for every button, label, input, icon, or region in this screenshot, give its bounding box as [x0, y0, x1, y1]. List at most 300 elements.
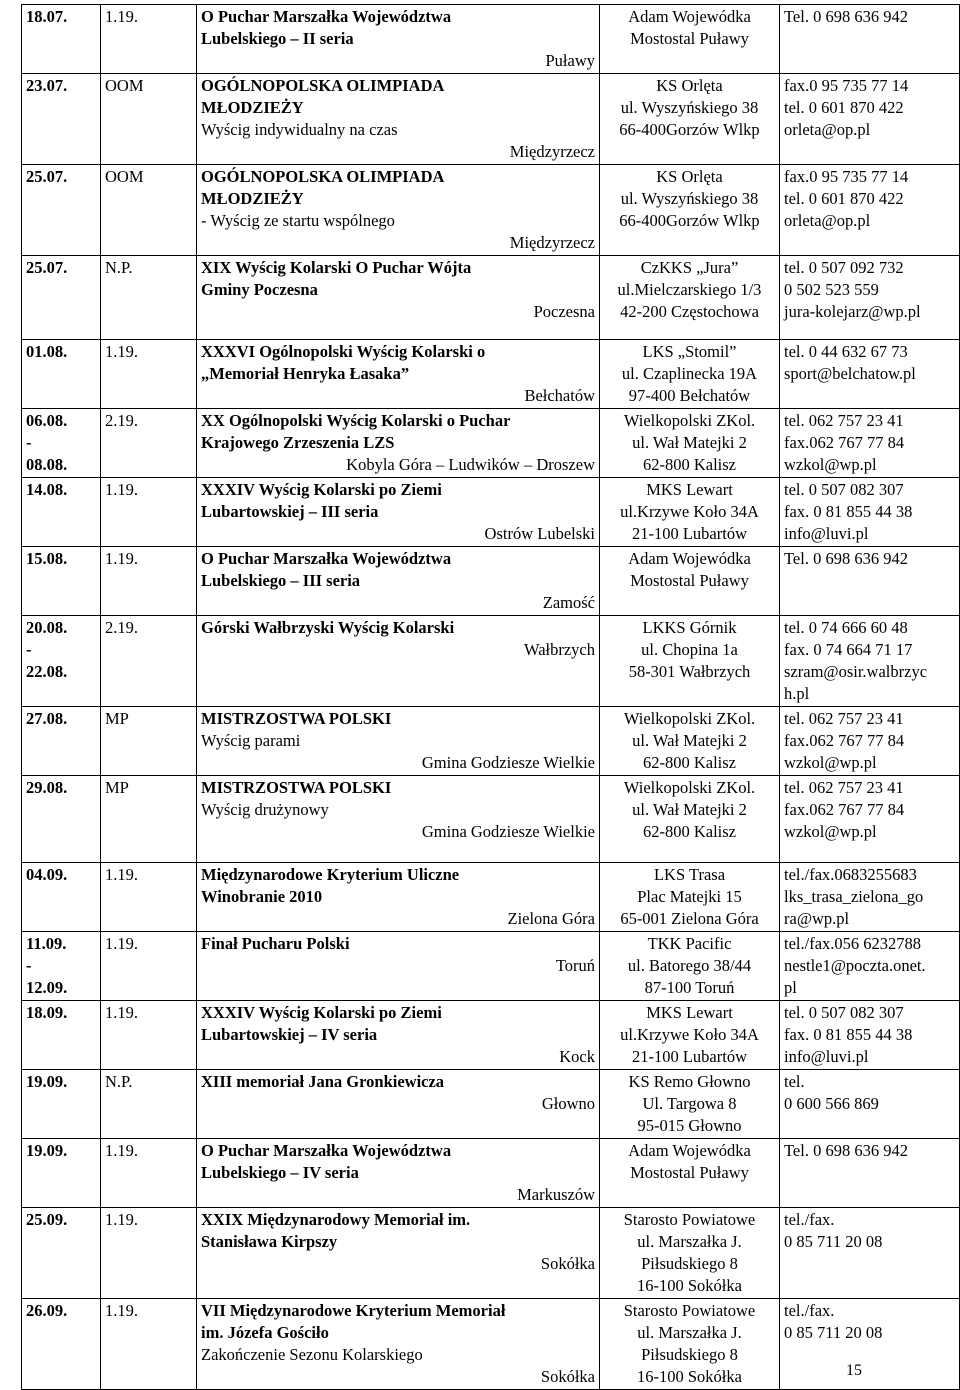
organizer-line: Adam Wojewódka [628, 1141, 751, 1160]
table-row [22, 1208, 960, 1299]
event-location: Ostrów Lubelski [484, 524, 595, 543]
category-cell [101, 165, 197, 256]
event-description: Wyścig parami [201, 731, 301, 750]
event-title: Lubartowskiej – III seria [201, 502, 379, 521]
organizer-line: KS Orlęta [656, 167, 723, 186]
contact-line: Tel. 0 698 636 942 [784, 1141, 908, 1160]
organizer-line: Wielkopolski ZKol. [623, 778, 756, 797]
contact-line: ra@wp.pl [784, 909, 850, 928]
date-text: 12.09. [26, 978, 68, 997]
table-row [22, 340, 960, 409]
date-cell [22, 1208, 101, 1299]
event-cell [197, 616, 600, 707]
category-cell [101, 478, 197, 547]
date-text: 29.08. [26, 778, 68, 797]
contact-line: tel. 0 601 870 422 [784, 189, 904, 208]
organizer-cell [600, 409, 780, 478]
event-title: Lubartowskiej – IV seria [201, 1025, 378, 1044]
event-cell [197, 776, 600, 863]
contact-line: tel./fax. [784, 1210, 835, 1229]
date-text: 25.07. [26, 258, 68, 277]
table-row [22, 1070, 960, 1139]
event-cell [197, 1208, 600, 1299]
table-row [22, 547, 960, 616]
contact-cell [780, 547, 960, 616]
organizer-line: CzKKS „Jura” [640, 258, 739, 277]
event-title: Górski Wałbrzyski Wyścig Kolarski [201, 618, 455, 637]
event-title: MISTRZOSTWA POLSKI [201, 709, 392, 728]
table-row [22, 1001, 960, 1070]
date-cell [22, 74, 101, 165]
event-cell [197, 1139, 600, 1208]
event-location: Zielona Góra [507, 909, 595, 928]
contact-line: tel./fax.056 6232788 [784, 934, 922, 953]
organizer-line: 21-100 Lubartów [631, 1047, 748, 1066]
date-cell [22, 1139, 101, 1208]
organizer-line: 66-400Gorzów Wlkp [619, 120, 760, 139]
date-text: 14.08. [26, 480, 68, 499]
event-title: im. Józefa Gościło [201, 1323, 329, 1342]
contact-line: tel. 0 507 092 732 [784, 258, 904, 277]
contact-line: tel. 0 507 082 307 [784, 1003, 904, 1022]
event-cell [197, 1299, 600, 1390]
event-location: Gmina Godziesze Wielkie [421, 822, 595, 841]
organizer-line: Plac Matejki 15 [637, 887, 742, 906]
contact-line: fax.0 95 735 77 14 [784, 167, 909, 186]
event-title: O Puchar Marszałka Województwa [201, 549, 452, 568]
contact-cell [780, 478, 960, 547]
date-cell [22, 547, 101, 616]
date-text: 18.07. [26, 7, 68, 26]
calendar-sheet [21, 4, 959, 1390]
contact-cell [780, 340, 960, 409]
organizer-line: Starosto Powiatowe [623, 1301, 756, 1320]
organizer-line: Wielkopolski ZKol. [623, 709, 756, 728]
category-code: N.P. [105, 258, 133, 277]
event-title: Międzynarodowe Kryterium Uliczne [201, 865, 460, 884]
date-text: 26.09. [26, 1301, 68, 1320]
contact-line: Tel. 0 698 636 942 [784, 549, 908, 568]
contact-line: wzkol@wp.pl [784, 753, 877, 772]
contact-line: wzkol@wp.pl [784, 455, 877, 474]
table-row [22, 256, 960, 340]
date-text: 04.09. [26, 865, 68, 884]
date-cell [22, 478, 101, 547]
contact-line: nestle1@poczta.onet. [784, 956, 926, 975]
contact-line: tel. 062 757 23 41 [784, 709, 904, 728]
contact-line: fax.062 767 77 84 [784, 433, 905, 452]
date-cell [22, 1070, 101, 1139]
organizer-line: ul.Krzywe Koło 34A [620, 502, 759, 521]
organizer-cell [600, 74, 780, 165]
event-title: „Memoriał Henryka Łasaka” [201, 364, 410, 383]
event-location: Toruń [555, 956, 595, 975]
organizer-line: Mostostal Puławy [630, 571, 749, 590]
organizer-line: MKS Lewart [646, 480, 733, 499]
contact-line: tel. 062 757 23 41 [784, 411, 904, 430]
date-text: 18.09. [26, 1003, 68, 1022]
event-title: Lubelskiego – III seria [201, 571, 361, 590]
organizer-line: 16-100 Sokółka [637, 1276, 742, 1295]
event-title: VII Międzynarodowe Kryterium Memoriał [201, 1301, 506, 1320]
contact-line: fax.062 767 77 84 [784, 800, 905, 819]
date-cell [22, 5, 101, 74]
contact-line: orleta@op.pl [784, 120, 871, 139]
category-code: OOM [105, 167, 144, 186]
contact-cell [780, 776, 960, 863]
organizer-cell [600, 5, 780, 74]
category-cell [101, 932, 197, 1001]
contact-cell [780, 1139, 960, 1208]
organizer-line: LKS Trasa [653, 865, 726, 884]
category-cell [101, 1001, 197, 1070]
organizer-line: 21-100 Lubartów [631, 524, 748, 543]
event-description: - Wyścig ze startu wspólnego [201, 211, 395, 230]
organizer-line: ul. Chopina 1a [641, 640, 738, 659]
category-cell [101, 1299, 197, 1390]
table-row [22, 409, 960, 478]
contact-line: fax. 0 81 855 44 38 [784, 1025, 913, 1044]
contact-line: pl [784, 978, 797, 997]
organizer-line: ul. Marszałka J. [637, 1323, 742, 1342]
contact-line: jura-kolejarz@wp.pl [784, 302, 921, 321]
contact-line: tel. [784, 1072, 805, 1091]
date-text: 06.08. [26, 411, 68, 430]
contact-cell [780, 863, 960, 932]
event-cell [197, 1001, 600, 1070]
category-code: 1.19. [105, 934, 138, 953]
date-text: 20.08. [26, 618, 68, 637]
category-cell [101, 1139, 197, 1208]
date-cell [22, 340, 101, 409]
event-description: Wyścig indywidualny na czas [201, 120, 398, 139]
event-title: XIX Wyścig Kolarski O Puchar Wójta [201, 258, 472, 277]
category-code: 1.19. [105, 1003, 138, 1022]
date-text: 01.08. [26, 342, 68, 361]
contact-cell [780, 1070, 960, 1139]
organizer-line: ul.Krzywe Koło 34A [620, 1025, 759, 1044]
date-cell [22, 1299, 101, 1390]
organizer-cell [600, 547, 780, 616]
organizer-line: 16-100 Sokółka [637, 1367, 742, 1386]
organizer-cell [600, 478, 780, 547]
contact-line: h.pl [784, 684, 810, 703]
contact-line: 0 600 566 869 [784, 1094, 879, 1113]
organizer-line: KS Orlęta [656, 76, 723, 95]
contact-line: info@luvi.pl [784, 1047, 869, 1066]
event-title: Stanisława Kirpszy [201, 1232, 338, 1251]
organizer-line: ul. Wyszyńskiego 38 [620, 189, 759, 208]
date-text: 08.08. [26, 455, 68, 474]
table-row [22, 863, 960, 932]
date-cell [22, 409, 101, 478]
table-row [22, 5, 960, 74]
category-cell [101, 1070, 197, 1139]
event-cell [197, 1070, 600, 1139]
contact-line: Tel. 0 698 636 942 [784, 7, 908, 26]
date-text: 25.09. [26, 1210, 68, 1229]
event-title: Lubelskiego – II seria [201, 29, 354, 48]
organizer-line: 62-800 Kalisz [642, 455, 737, 474]
event-title: MŁODZIEŻY [201, 98, 304, 117]
calendar-rows [22, 5, 960, 1390]
organizer-cell [600, 1001, 780, 1070]
category-code: 1.19. [105, 7, 138, 26]
category-code: 1.19. [105, 342, 138, 361]
organizer-line: 62-800 Kalisz [642, 753, 737, 772]
organizer-line: 87-100 Toruń [644, 978, 735, 997]
organizer-line: KS Remo Głowno [628, 1072, 751, 1091]
event-title: Winobranie 2010 [201, 887, 323, 906]
contact-line: tel./fax. [784, 1301, 835, 1320]
organizer-line: Mostostal Puławy [630, 29, 749, 48]
table-row [22, 74, 960, 165]
date-text: 23.07. [26, 76, 68, 95]
event-location: Bełchatów [524, 386, 595, 405]
contact-line: 0 85 711 20 08 [784, 1232, 883, 1251]
organizer-cell [600, 863, 780, 932]
organizer-cell [600, 1208, 780, 1299]
category-cell [101, 256, 197, 340]
table-row [22, 932, 960, 1001]
table-row [22, 1139, 960, 1208]
organizer-cell [600, 776, 780, 863]
date-text: 22.08. [26, 662, 68, 681]
contact-cell [780, 74, 960, 165]
event-location: Poczesna [533, 302, 595, 321]
category-cell [101, 340, 197, 409]
date-text: - [26, 640, 32, 659]
event-cell [197, 863, 600, 932]
category-code: 1.19. [105, 480, 138, 499]
category-cell [101, 409, 197, 478]
organizer-line: ul. Batorego 38/44 [627, 956, 752, 975]
event-location: Sokółka [540, 1367, 595, 1386]
category-code: 1.19. [105, 1301, 138, 1320]
date-text: 19.09. [26, 1072, 68, 1091]
category-code: 1.19. [105, 1210, 138, 1229]
contact-line: szram@osir.walbrzyc [784, 662, 928, 681]
organizer-line: ul. Wał Matejki 2 [632, 731, 747, 750]
page-number: 15 [846, 1362, 862, 1379]
event-cell [197, 478, 600, 547]
contact-line: tel. 0 74 666 60 48 [784, 618, 908, 637]
organizer-line: 65-001 Zielona Góra [620, 909, 759, 928]
date-text: - [26, 956, 32, 975]
date-cell [22, 616, 101, 707]
organizer-line: ul.Mielczarskiego 1/3 [617, 280, 762, 299]
organizer-line: ul. Wyszyńskiego 38 [620, 98, 759, 117]
event-title: XXXIV Wyścig Kolarski po Ziemi [201, 480, 442, 499]
date-cell [22, 863, 101, 932]
organizer-line: Piłsudskiego 8 [641, 1254, 738, 1273]
category-code: 2.19. [105, 618, 138, 637]
organizer-cell [600, 1139, 780, 1208]
organizer-line: 62-800 Kalisz [642, 822, 737, 841]
organizer-line: Starosto Powiatowe [623, 1210, 756, 1229]
event-title: XXIX Międzynarodowy Memoriał im. [201, 1210, 471, 1229]
contact-cell [780, 5, 960, 74]
organizer-cell [600, 707, 780, 776]
event-cell [197, 409, 600, 478]
category-code: 1.19. [105, 1141, 138, 1160]
organizer-line: ul. Wał Matejki 2 [632, 433, 747, 452]
contact-line: fax.0 95 735 77 14 [784, 76, 909, 95]
event-title: O Puchar Marszałka Województwa [201, 7, 452, 26]
date-cell [22, 932, 101, 1001]
contact-line: info@luvi.pl [784, 524, 869, 543]
date-text: 11.09. [26, 934, 67, 953]
event-title: XX Ogólnopolski Wyścig Kolarski o Puchar [201, 411, 511, 430]
category-cell [101, 5, 197, 74]
event-title: MISTRZOSTWA POLSKI [201, 778, 392, 797]
contact-cell [780, 1001, 960, 1070]
event-location: Puławy [545, 51, 595, 70]
table-row [22, 616, 960, 707]
table-row [22, 1299, 960, 1390]
contact-line: orleta@op.pl [784, 211, 871, 230]
organizer-line: 66-400Gorzów Wlkp [619, 211, 760, 230]
event-title: XXXIV Wyścig Kolarski po Ziemi [201, 1003, 442, 1022]
event-title: OGÓLNOPOLSKA OLIMPIADA [201, 167, 445, 186]
organizer-cell [600, 165, 780, 256]
date-text: 27.08. [26, 709, 68, 728]
date-text: 15.08. [26, 549, 68, 568]
event-cell [197, 74, 600, 165]
event-cell [197, 256, 600, 340]
organizer-line: 97-400 Bełchatów [628, 386, 751, 405]
event-title: XXXVI Ogólnopolski Wyścig Kolarski o [201, 342, 486, 361]
contact-cell [780, 707, 960, 776]
event-location: Gmina Godziesze Wielkie [421, 753, 595, 772]
organizer-line: ul. Wał Matejki 2 [632, 800, 747, 819]
date-cell [22, 1001, 101, 1070]
table-row [22, 165, 960, 256]
event-cell [197, 340, 600, 409]
event-description: Wyścig drużynowy [201, 800, 329, 819]
contact-line: tel. 0 44 632 67 73 [784, 342, 908, 361]
contact-cell [780, 409, 960, 478]
organizer-cell [600, 256, 780, 340]
event-location: Międzyrzecz [509, 233, 595, 252]
event-location: Głowno [541, 1094, 595, 1113]
contact-cell [780, 165, 960, 256]
date-cell [22, 165, 101, 256]
organizer-line: ul. Marszałka J. [637, 1232, 742, 1251]
table-row [22, 776, 960, 863]
category-cell [101, 1208, 197, 1299]
organizer-line: Adam Wojewódka [628, 549, 751, 568]
organizer-line: LKKS Górnik [642, 618, 737, 637]
organizer-line: 58-301 Wałbrzych [628, 662, 751, 681]
organizer-line: ul. Czaplinecka 19A [621, 364, 758, 383]
contact-line: tel./fax.0683255683 [784, 865, 917, 884]
contact-line: lks_trasa_zielona_go [784, 887, 924, 906]
category-cell [101, 707, 197, 776]
organizer-line: Mostostal Puławy [630, 1163, 749, 1182]
event-title: Gminy Poczesna [201, 280, 318, 299]
category-code: 1.19. [105, 865, 138, 884]
contact-cell [780, 932, 960, 1001]
contact-line: fax. 0 81 855 44 38 [784, 502, 913, 521]
organizer-cell [600, 616, 780, 707]
category-cell [101, 74, 197, 165]
organizer-line: Piłsudskiego 8 [641, 1345, 738, 1364]
category-cell [101, 863, 197, 932]
event-title: XIII memoriał Jana Gronkiewicza [201, 1072, 445, 1091]
date-text: 19.09. [26, 1141, 68, 1160]
organizer-line: MKS Lewart [646, 1003, 733, 1022]
organizer-line: LKS „Stomil” [642, 342, 737, 361]
category-cell [101, 616, 197, 707]
table-row [22, 707, 960, 776]
category-code: MP [105, 709, 129, 728]
organizer-line: 95-015 Głowno [637, 1116, 742, 1135]
category-code: N.P. [105, 1072, 133, 1091]
table-row [22, 478, 960, 547]
event-cell [197, 165, 600, 256]
contact-line: tel. 0 601 870 422 [784, 98, 904, 117]
event-location: Kock [559, 1047, 595, 1066]
contact-line: wzkol@wp.pl [784, 822, 877, 841]
event-cell [197, 5, 600, 74]
organizer-cell [600, 1070, 780, 1139]
contact-line: fax.062 767 77 84 [784, 731, 905, 750]
date-text: 25.07. [26, 167, 68, 186]
event-title: Krajowego Zrzeszenia LZS [201, 433, 395, 452]
category-code: 2.19. [105, 411, 138, 430]
event-title: Finał Pucharu Polski [201, 934, 350, 953]
category-code: OOM [105, 76, 144, 95]
category-code: MP [105, 778, 129, 797]
organizer-line: Ul. Targowa 8 [642, 1094, 737, 1113]
event-location: Wałbrzych [523, 640, 595, 659]
event-title: Lubelskiego – IV seria [201, 1163, 359, 1182]
event-title: OGÓLNOPOLSKA OLIMPIADA [201, 76, 445, 95]
event-cell [197, 547, 600, 616]
date-cell [22, 707, 101, 776]
event-title: MŁODZIEŻY [201, 189, 304, 208]
organizer-line: Adam Wojewódka [628, 7, 751, 26]
contact-cell [780, 616, 960, 707]
category-code: 1.19. [105, 549, 138, 568]
contact-cell [780, 256, 960, 340]
event-location: Markuszów [517, 1185, 595, 1204]
date-text: - [26, 433, 32, 452]
contact-line: fax. 0 74 664 71 17 [784, 640, 913, 659]
event-cell [197, 707, 600, 776]
contact-line: sport@belchatow.pl [784, 364, 916, 383]
organizer-line: Wielkopolski ZKol. [623, 411, 756, 430]
event-title: O Puchar Marszałka Województwa [201, 1141, 452, 1160]
organizer-cell [600, 1299, 780, 1390]
contact-cell [780, 1208, 960, 1299]
contact-line: 0 502 523 559 [784, 280, 879, 299]
event-location: Sokółka [540, 1254, 595, 1273]
date-cell [22, 776, 101, 863]
category-cell [101, 776, 197, 863]
contact-line: tel. 062 757 23 41 [784, 778, 904, 797]
event-description: Zakończenie Sezonu Kolarskiego [201, 1345, 423, 1364]
event-location: Kobyla Góra – Ludwików – Droszew [346, 455, 595, 474]
organizer-cell [600, 932, 780, 1001]
race-calendar-table [21, 4, 960, 1390]
organizer-line: 42-200 Częstochowa [620, 302, 759, 321]
category-cell [101, 547, 197, 616]
contact-cell [780, 1299, 960, 1390]
event-location: Zamość [542, 593, 595, 612]
event-location: Międzyrzecz [509, 142, 595, 161]
